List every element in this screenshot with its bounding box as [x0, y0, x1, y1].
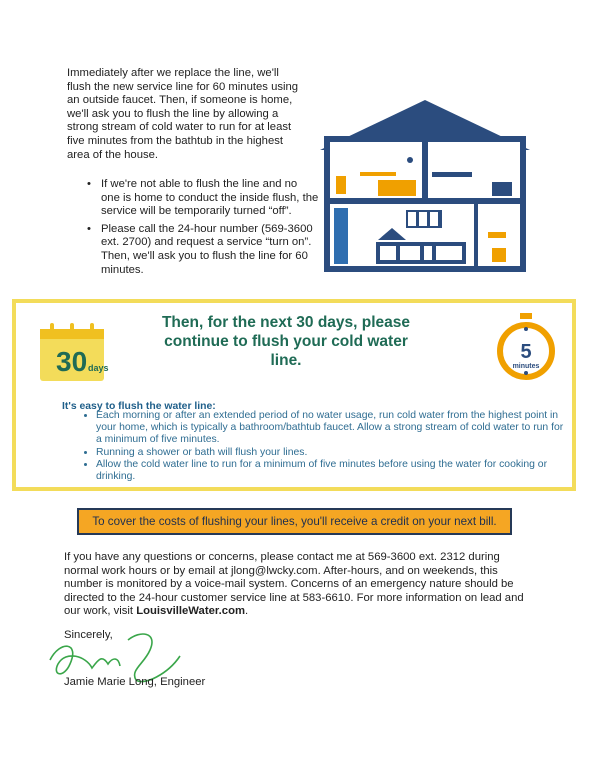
- house-illustration: [320, 100, 530, 272]
- intro-bullet-list: [86, 178, 319, 281]
- list-item: • Running a shower or bath will flush your lines.: [96, 447, 566, 459]
- intro-paragraph: Immediately after we replace the line, we'll flush the new service line for 60 minutes using an outside faucet. Then, if someone is home, we'll ask you to flush the line by allowing a strong stream of cold water to run for at least five minutes from the bathtub in the highest area of the house.: [67, 67, 299, 161]
- intro-bullet: • If we're not able to flush the line and no one is home to conduct the inside flush, the service will be temporarily turned “off”.: [101, 178, 319, 219]
- list-item: • Each morning or after an extended period of no water usage, run cold water from the highest point in your home, which is typically a bathroom/bathtub faucet. Allow a strong stream of cold water to run for a minimum of five minutes.: [96, 410, 566, 447]
- timer-number: 5: [520, 341, 532, 363]
- timer-unit: minutes: [512, 363, 540, 370]
- contact-text: If you have any questions or concerns, please contact me at 569-3600 ext. 2312 during normal work hours or by email at jlong@lwcky.com. After-hours, and on weekends, this number is monitored by a voice-mail system. Concerns of an emergency nature should be directed to the 24-hour customer service line at 583-6610. For more information on lead and our work, visit: [64, 551, 524, 618]
- credit-banner: To cover the costs of flushing your lines, you'll receive a credit on your next bill.: [77, 508, 512, 535]
- signer-name: Jamie Marie Long, Engineer: [64, 676, 206, 688]
- notice-headline: Then, for the next 30 days, please continue to flush your cold water line.: [161, 314, 411, 369]
- easy-flush-list: [78, 410, 566, 483]
- contact-paragraph: [64, 551, 534, 619]
- calendar-icon: [38, 319, 109, 383]
- easy-flush-title: It's easy to flush the water line:: [62, 401, 216, 412]
- flush-notice-box: [12, 299, 576, 491]
- calendar-number: 30: [56, 346, 88, 377]
- stopwatch-icon: [496, 311, 556, 383]
- list-item: • Allow the cold water line to run for a minimum of five minutes before using the water for cooking or drinking.: [96, 459, 566, 483]
- closing: Sincerely,: [64, 629, 113, 641]
- intro-bullet: • Please call the 24-hour number (569-3600 ext. 2700) and request a service “turn on”. Then, we'll ask you to flush the line for 60 minutes.: [101, 223, 319, 277]
- contact-end: .: [245, 605, 249, 618]
- calendar-unit: days: [88, 363, 109, 373]
- website-link[interactable]: LouisvilleWater.com: [136, 605, 246, 618]
